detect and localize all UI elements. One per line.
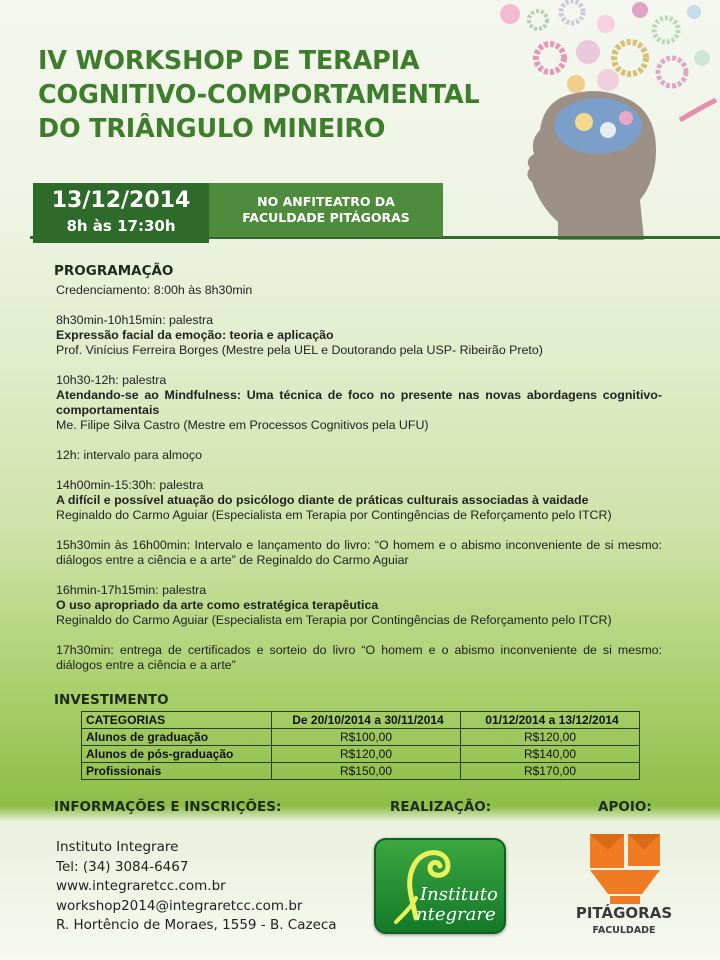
- session-1-title: Expressão facial da emoção: teoria e aplicação: [56, 328, 334, 342]
- category-cell: Profissionais: [82, 763, 272, 780]
- pitagoras-logo: [568, 830, 680, 940]
- price-cell: R$140,00: [461, 746, 640, 763]
- table-row: [82, 763, 640, 780]
- table-row: [82, 746, 640, 763]
- programacao-list: [56, 283, 662, 673]
- session-2-speaker: Me. Filipe Silva Castro (Mestre em Processos Cognitivos pela UFU): [56, 418, 429, 432]
- investimento-heading: INVESTIMENTO: [54, 692, 169, 708]
- price-cell: R$100,00: [272, 729, 461, 746]
- column-header: 01/12/2014 a 13/12/2014: [461, 712, 640, 729]
- session-2-time: 10h30-12h: palestra: [56, 373, 167, 387]
- price-cell: R$120,00: [272, 746, 461, 763]
- contact-phone: Tel: (34) 3084-6467: [56, 858, 189, 875]
- contact-email[interactable]: workshop2014@integraretcc.com.br: [56, 897, 303, 914]
- contact-address: R. Hortêncio de Moraes, 1559 - B. Cazeca: [56, 917, 337, 933]
- venue-box: [209, 183, 443, 237]
- head-gears-illustration: [480, 0, 720, 240]
- venue-line-1: NO ANFITEATRO DA: [257, 194, 395, 209]
- price-cell: R$150,00: [272, 763, 461, 780]
- workshop-title: [38, 44, 480, 146]
- price-cell: R$120,00: [461, 729, 640, 746]
- instituto-logo-line-2: ntegrare: [416, 904, 496, 925]
- pitagoras-subtitle: FACULDADE: [592, 925, 656, 936]
- title-line-3: DO TRIÂNGULO MINEIRO: [38, 114, 386, 144]
- contact-website[interactable]: www.integraretcc.com.br: [56, 878, 226, 894]
- apoio-heading: APOIO:: [598, 799, 652, 815]
- programacao-heading: PROGRAMAÇÃO: [54, 263, 174, 279]
- table-row: [82, 729, 640, 746]
- session-1-time: 8h30min-10h15min: palestra: [56, 313, 214, 327]
- book-launch-text: 15h30min às 16h00min: Intervalo e lançamento do livro: “O homem e o abismo inconveniente de si mesmo: diálogos entre a ciência e a arte” de Reginaldo do Carmo Aguiar: [56, 538, 662, 567]
- session-3-title: A difícil e possível atuação do psicólogo diante de práticas culturais associadas à vaidade: [56, 493, 589, 507]
- info-heading: INFORMAÇÕES E INSCRIÇÕES:: [54, 799, 282, 815]
- venue-line-2: FACULDADE PITÁGORAS: [242, 210, 410, 225]
- price-cell: R$170,00: [461, 763, 640, 780]
- closing-text: 17h30min: entrega de certificados e sorteio do livro “O homem e o abismo inconveniente de si mesmo: diálogos entre a ciência e a arte”: [56, 643, 662, 672]
- contact-block: [56, 838, 337, 936]
- contact-name: Instituto Integrare: [56, 839, 179, 855]
- session-4-speaker: Reginaldo do Carmo Aguiar (Especialista em Terapia por Contingências de Reforçamento pelo ITCR): [56, 613, 612, 627]
- realizacao-heading: REALIZAÇÃO:: [390, 799, 492, 815]
- event-date: 13/12/2014: [51, 188, 191, 213]
- pitagoras-name: PITÁGORAS: [575, 904, 673, 922]
- lunch-text: 12h: intervalo para almoço: [56, 448, 203, 462]
- pricing-header-row: [82, 712, 640, 729]
- instituto-logo-line-1: Instituto: [420, 884, 498, 905]
- session-3-speaker: Reginaldo do Carmo Aguiar (Especialista em Terapia por Contingências de Reforçamento pelo ITCR): [56, 508, 612, 522]
- date-box: [33, 183, 209, 243]
- credenciamento-text: Credenciamento: 8:00h às 8h30min: [56, 283, 253, 297]
- column-header: CATEGORIAS: [82, 712, 272, 729]
- session-4-title: O uso apropriado da arte como estratégica terapêutica: [56, 598, 379, 612]
- category-cell: Alunos de pós-graduação: [82, 746, 272, 763]
- title-line-1: IV WORKSHOP DE TERAPIA: [38, 46, 420, 76]
- session-4-time: 16hmin-17h15min: palestra: [56, 583, 207, 597]
- instituto-integrare-logo: [374, 838, 506, 934]
- category-cell: Alunos de graduação: [82, 729, 272, 746]
- session-1-speaker: Prof. Vinícius Ferreira Borges (Mestre pela UEL e Doutorando pela USP- Ribeirão Preto): [56, 343, 543, 357]
- session-2-title: Atendando-se ao Mindfulness: Uma técnica de foco no presente nas novas abordagens cognitivo-comportamentais: [56, 388, 662, 417]
- pricing-table: [81, 711, 640, 780]
- title-line-2: COGNITIVO-COMPORTAMENTAL: [38, 80, 480, 110]
- session-3-time: 14h00min-15:30h: palestra: [56, 478, 204, 492]
- column-header: De 20/10/2014 a 30/11/2014: [272, 712, 461, 729]
- event-time: 8h às 17:30h: [66, 217, 176, 235]
